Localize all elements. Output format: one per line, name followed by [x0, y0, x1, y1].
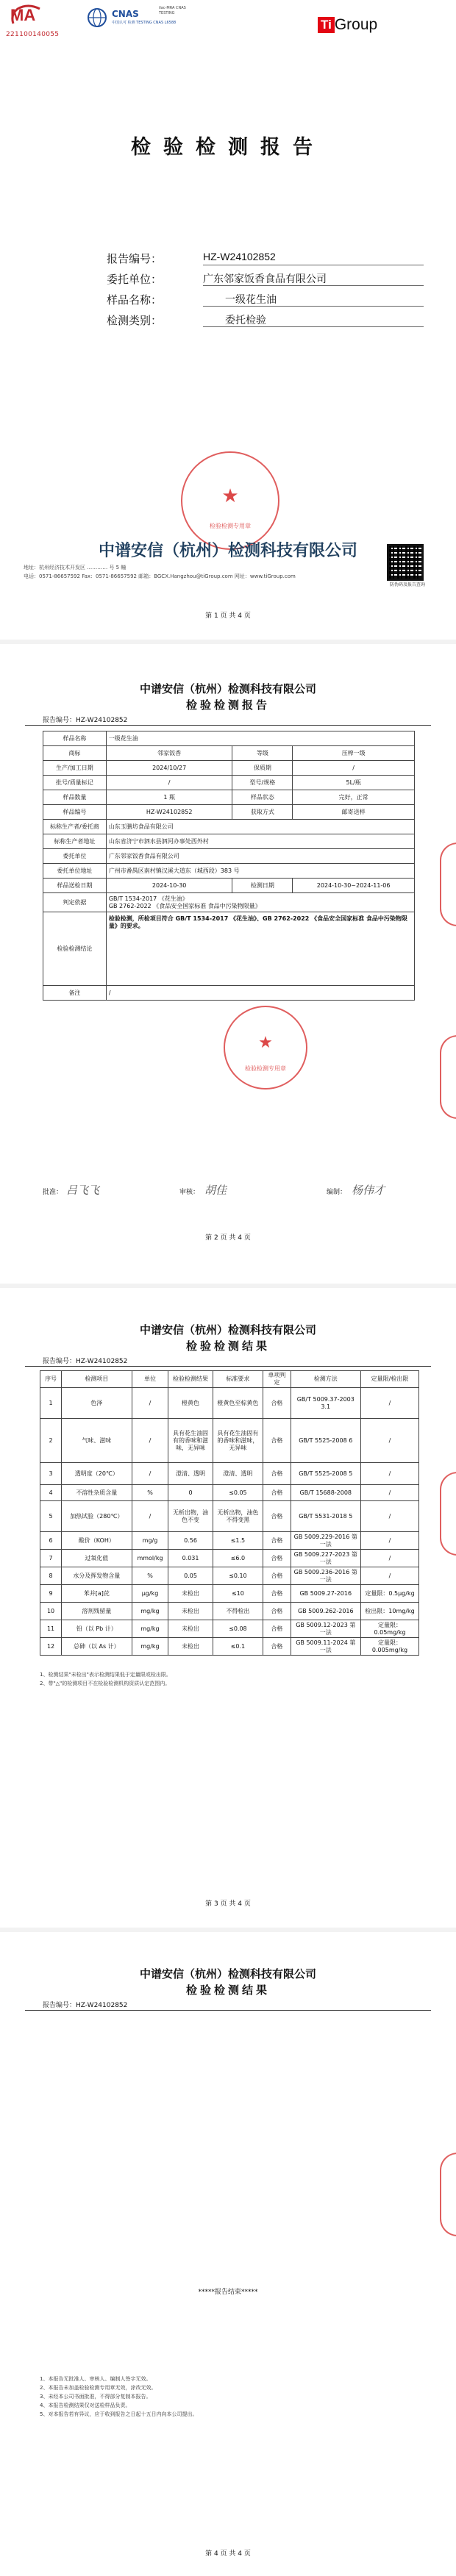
table-row: 7 过氧化值 mmol/kg 0.031 ≤6.0 合格 GB 5009.227-2023 第一法 /: [40, 1550, 419, 1567]
table-row: 11 铅（以 Pb 计） mg/kg 未检出 ≤0.08 合格 GB 5009.12-2023 第一法 定量限：0.05mg/kg: [40, 1620, 419, 1638]
report-no: 报告编号：HZ-W24102852: [43, 2002, 128, 2009]
page-number: 第 2 页 共 4 页: [205, 1234, 251, 1242]
table-row: 4 不溶性杂质含量 % 0 ≤0.05 合格 GB/T 15688-2008 /: [40, 1485, 419, 1501]
cnas-sub: 中国认可 检测 TESTING CNAS L6588: [112, 21, 177, 25]
report-page-4: [0, 1932, 456, 2576]
table-row: 2 气味、滋味 / 具有花生油固有的香味和滋味，无异味 具有花生油固有的香味和滋味，无异味 合格 GB/T 5525-2008 6 /: [40, 1419, 419, 1463]
table-row: 10 溶剂残留量 mg/kg 未检出 不得检出 合格 GB 5009.262-2016 检出限：10mg/kg: [40, 1603, 419, 1620]
cover-field-report-no: 报告编号： HZ-W24102852: [85, 247, 394, 268]
disclaimer-notes: 1、本报告无批准人、审核人、编制人签字无效。 2、本报告未加盖检验检测专用章无效，涂改无效。 3、未经本公司书面批准，不得部分复制本报告。 4、本报告检测结果仅对送检样品负责。 5、对本报告若有异议，应于收到报告之日起十五日内向本公司提出。: [40, 2376, 198, 2417]
page-company: 中谱安信（杭州）检测科技有限公司: [139, 1323, 316, 1337]
table-row: 6 酸价（KOH） mg/g 0.56 ≤1.5 合格 GB 5009.229-2016 第一法 /: [40, 1532, 419, 1550]
tigroup-logo: Ti Group: [318, 16, 377, 34]
page-title: 检验检测结果: [185, 1339, 270, 1353]
table-row: 9 苯并[a]芘 μg/kg 未检出 ≤10 合格 GB 5009.27-2016 定量限：0.5μg/kg: [40, 1585, 419, 1603]
sample-info-table: 样品名称 一级花生油 商标 邻家饭香 等级 压榨一级 生产/加工日期 2024/10/27 保质期 / 批号/质量标记 / 型号/规格 5L/瓶 样品数量 1 瓶 样品状态 完好，正常 样品编号 HZ-W24102852 获取方式 邮寄送样 标称生产者/委托商 山东玉膳坊食品有限公司 标称生产者地址 山东省济宁市泗水县泗河办事处西外村 委托单位 广东邻家饭香食品有限公司 委托单位地址 广州市番禺区南村镇汉溪大道东（城西段）383 号 样品送检日期 2024-10-30 检测日期 2024-10-30~2024-11-06 判定依据 GB/T 1534-2017 《花生油》 GB 2762-2022 《食品安全国家标准 食品中污染物限量》 检验检测结论 检验检测，所检项目符合 GB/T 1534-2017 《花生油》、GB 2762-2022 《食品安全国家标准 食品中污染物限量》的要求。 备注 /: [43, 731, 415, 1001]
official-stamp: ★ 检验检测专用章: [224, 1006, 307, 1090]
cover-page: [0, 0, 456, 640]
cma-number: 221100140055: [6, 31, 60, 38]
table-row: 12 总砷（以 As 计） mg/kg 未检出 ≤0.1 合格 GB 5009.11-2024 第一法 定量限：0.005mg/kg: [40, 1638, 419, 1656]
seam-stamp: [440, 1035, 456, 1119]
page-number: 第 3 页 共 4 页: [205, 1900, 251, 1908]
cover-field-category: 检测类别： 委托检验: [85, 309, 394, 329]
table-row: 1 色泽 / 橙黄色 橙黄色至棕黄色 合格 GB/T 5009.37-2003 3.1 /: [40, 1388, 419, 1419]
seam-stamp: [440, 1472, 456, 1556]
results-notes: 1、检测结果"未检出"表示检测结果低于定量限或检出限。 2、带"△"的检测项目不在检验检测机构资质认定范围内。: [40, 1672, 171, 1686]
seam-stamp: [440, 2153, 456, 2236]
page-company: 中谱安信（杭州）检测科技有限公司: [139, 682, 316, 695]
cnas-globe-icon: [87, 7, 107, 28]
company-name: 中谱安信（杭州）检测科技有限公司: [98, 542, 357, 560]
reviewer-signature: 胡佳: [204, 1184, 227, 1197]
page-title: 检验检测结果: [185, 1983, 270, 1997]
qr-label: 防伪码及报告查询: [389, 582, 425, 587]
header-line: [25, 1366, 431, 1367]
report-no: 报告编号：HZ-W24102852: [43, 1358, 128, 1365]
results-table: 序号 检测项目 单位 检验检测结果 标准要求 单项判定 检测方法 定量限/检出限 1 色泽 / 橙黄色 橙黄色至棕黄色 合格 GB/T 5009.37-2003 3.1 / 2 气味、滋味 / 具有花生油固有的香味和滋味，无异味 具有花生油固有的香味和滋味，无异味 合格 GB/T 5525-2008 6 / 3 透明度（20℃） / 澄清、透明 澄清、透明 合格 GB/T 5525-2008 5 / 4 不溶性杂质含量 % 0 ≤0.05 合格 GB/T 15688-2008 / 5 加热试验（280℃） / 无析出物，油色不变 无析出物，油色不得变黑 合格 GB/T 5531-2018 5 / 6 酸价（KOH） mg/g 0.56 ≤1.5 合格 GB 5009.229-2016 第一法 / 7 过氧化值 mmol/kg 0.031 ≤6.0 合格 GB 5009.227-2023 第一法 / 8 水分及挥发物含量 % 0.05 ≤0.10 合格 GB 5009.236-2016 第一法 / 9 苯并[a]芘 μg/kg 未检出 ≤10 合格 GB 5009.27-2016 定量限：0.5μg/kg 10 溶剂残留量 mg/kg 未检出 不得检出 合格 GB 5009.262-2016 检出限：10mg/kg 11 铅（以 Pb 计） mg/kg 未检出 ≤0.08 合格 GB 5009.12-2023 第一法 定量限：0.05mg/kg 12 总砷（以 As 计） mg/kg 未检出 ≤0.1 合格 GB 5009.11-2024 第一法 定量限：0.005mg/kg: [40, 1370, 419, 1656]
approver-label: 批准：: [43, 1189, 63, 1196]
table-row: 5 加热试验（280℃） / 无析出物，油色不变 无析出物，油色不得变黑 合格 GB/T 5531-2018 5 /: [40, 1501, 419, 1532]
report-page-2: [0, 644, 456, 1284]
report-page-3: [0, 1288, 456, 1928]
cover-field-sample: 样品名称： 一级花生油: [85, 288, 394, 309]
header-line: [25, 725, 431, 726]
page-number: 第 4 页 共 4 页: [205, 2550, 251, 2558]
author-label: 编制：: [327, 1189, 347, 1196]
cma-label: MA: [10, 6, 36, 24]
table-row: 3 透明度（20℃） / 澄清、透明 澄清、透明 合格 GB/T 5525-2008 5 /: [40, 1463, 419, 1485]
reviewer-label: 审核：: [179, 1189, 200, 1196]
cnas-label: CNAS: [112, 9, 139, 19]
header-line: [25, 2010, 431, 2011]
approver-signature: 吕飞飞: [66, 1184, 100, 1197]
table-row: 8 水分及挥发物含量 % 0.05 ≤0.10 合格 GB 5009.236-2016 第一法 /: [40, 1567, 419, 1585]
page-number: 第 1 页 共 4 页: [205, 612, 251, 620]
report-no: 报告编号：HZ-W24102852: [43, 717, 128, 724]
cover-field-client: 委托单位： 广东邻家饭香食品有限公司: [85, 268, 394, 288]
page-company: 中谱安信（杭州）检测科技有限公司: [139, 1967, 316, 1981]
official-stamp: ★ 检验检测专用章: [181, 451, 279, 550]
seam-stamp: [440, 842, 456, 926]
cover-title: 检验检测报告: [131, 136, 325, 159]
qr-code[interactable]: [387, 544, 424, 581]
report-end: *****报告结束*****: [198, 2289, 258, 2296]
page-title: 检验检测报告: [185, 698, 270, 712]
ilac-mark: ilac-MRA CNAS TESTING: [159, 6, 186, 15]
author-signature: 杨伟才: [352, 1184, 385, 1197]
company-address: 地址：杭州经济技术开发区 ………… 号 5 幢 电话：0571-86657592 Fax：0571-86657592 邮箱：BGCX.Hangzhou@tiGroup.com 网址：www.tiGroup.com: [24, 565, 296, 579]
